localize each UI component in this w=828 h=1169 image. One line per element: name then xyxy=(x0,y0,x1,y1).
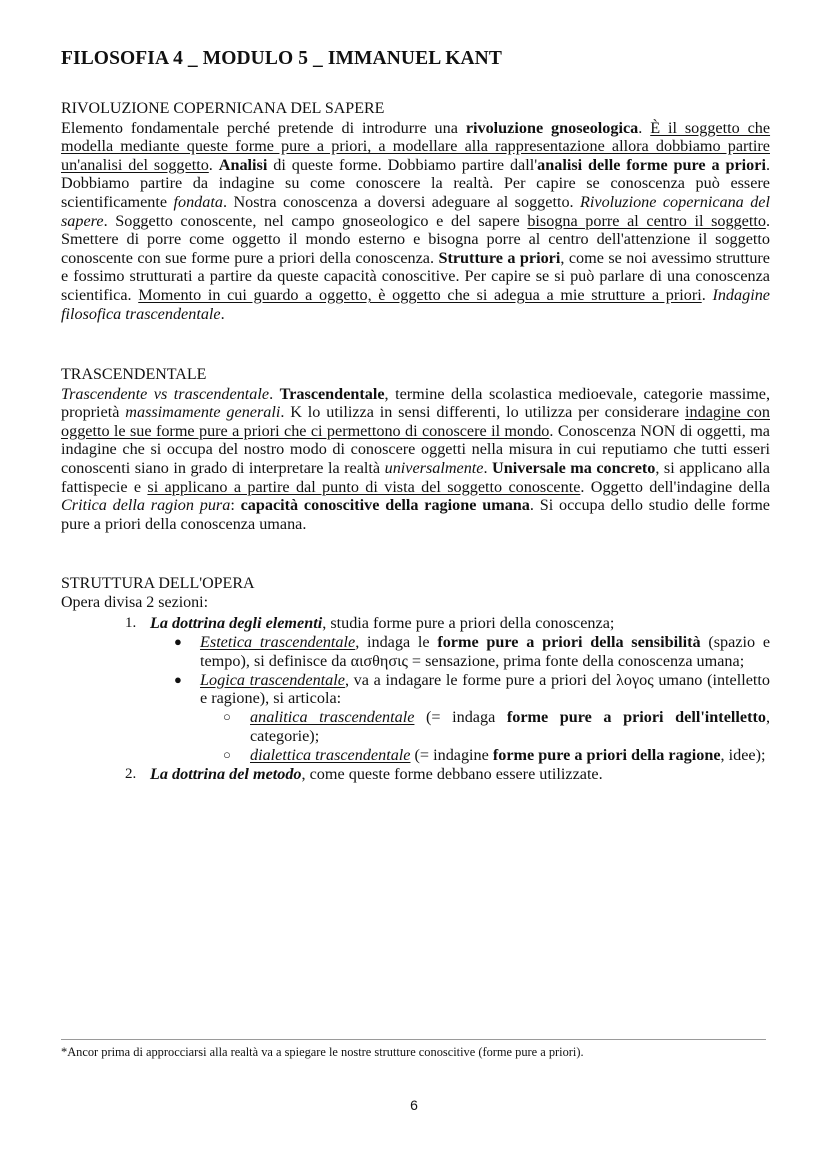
section-intro: Opera divisa 2 sezioni: xyxy=(61,593,209,611)
list-item: ○ analitica trascendentale (= indaga forme pure a priori dell'intelletto, categorie); xyxy=(223,708,770,745)
section-copernican-revolution xyxy=(61,100,770,323)
page-number: 6 xyxy=(410,1097,418,1113)
circle-bullet-icon: ○ xyxy=(223,746,231,762)
page-title: FILOSOFIA 4 _ MODULO 5 _ IMMANUEL KANT xyxy=(61,48,502,69)
footnote-divider xyxy=(61,1039,766,1040)
list-number: 2. xyxy=(125,765,137,782)
bullet-icon: ● xyxy=(174,633,182,649)
footnote: *Ancor prima di approcciarsi alla realtà va a spiegare le nostre strutture conoscitive (forme pure a priori). xyxy=(61,1045,584,1059)
list-item: ● Logica trascendentale, va a indagare le forme pure a priori del λογος umano (intelletto e ragione), si articola: xyxy=(174,670,771,708)
section-title: TRASCENDENTALE xyxy=(61,366,207,383)
circle-bullet-icon: ○ xyxy=(223,709,231,725)
list-item: 2. La dottrina del metodo, come queste forme debbano essere utilizzate. xyxy=(125,764,603,783)
bullet-icon: ● xyxy=(174,671,182,687)
section-work-structure xyxy=(61,575,770,783)
list-item: ● Estetica trascendentale, indaga le forme pure a priori della sensibilità (spazio e tempo), si definisce da αισθησις = sensazione, prima fonte della conoscenza umana; xyxy=(174,632,770,670)
list-number: 1. xyxy=(125,615,137,632)
section-paragraph: Trascendente vs trascendentale. Trascendentale, termine della scolastica medioevale, categorie massime, proprietà massimamente generali. K lo utilizza in sensi differenti, lo utilizza per considerare indagine con oggetto le sue forme pure a priori che ci permettono di conoscere il mondo. Conoscenza NON di oggetti, ma indagine che si occupa del nostro modo di conoscere oggetti nella misura in cui reputiamo che tutti esseri conoscenti siano in grado di interpretare la realtà universalmente. Universale ma concreto, si applicano alla fattispecie e si applicano a partire dal punto di vista del soggetto conoscente. Oggetto dell'indagine della Critica della ragion pura: capacità conoscitive della ragione umana. Si occupa dello studio delle forme pure a priori della conoscenza umana. xyxy=(61,384,771,533)
list-item: ○ dialettica trascendentale (= indagine forme pure a priori della ragione, idee); xyxy=(223,745,766,764)
section-transcendental xyxy=(61,366,770,533)
section-paragraph: Elemento fondamentale perché pretende di introdurre una rivoluzione gnoseologica. È il soggetto che modella mediante queste forme pure a priori, a modellare alla rappresentazione allora dobbiamo partire un'analisi del soggetto. Analisi di queste forme. Dobbiamo partire dall'analisi delle forme pure a priori. Dobbiamo partire da indagine su come conoscere la realtà. Per capire se conoscenza può essere scientificamente fondata. Nostra conoscenza a doversi adeguare al soggetto. Rivoluzione copernicana del sapere. Soggetto conoscente, nel campo gnoseologico e del sapere bisogna porre al centro il soggetto. Smettere di porre come oggetto il mondo esterno e bisogna porre al centro dell'attenzione il soggetto conoscente con sue forme pure a priori della conoscenza. Strutture a priori, come se noi avessimo strutture e fossimo strutturati a partire da queste capacità conoscitive. Per capire se si può parlare di una conoscenza scientifica. Momento in cui guardo a oggetto, è oggetto che si adegua a mie strutture a priori. Indagine filosofica trascendentale. xyxy=(61,118,771,323)
section-title: STRUTTURA DELL'OPERA xyxy=(61,575,255,592)
list-item: 1. La dottrina degli elementi, studia forme pure a priori della conoscenza; xyxy=(125,614,615,633)
section-title: RIVOLUZIONE COPERNICANA DEL SAPERE xyxy=(61,100,385,117)
